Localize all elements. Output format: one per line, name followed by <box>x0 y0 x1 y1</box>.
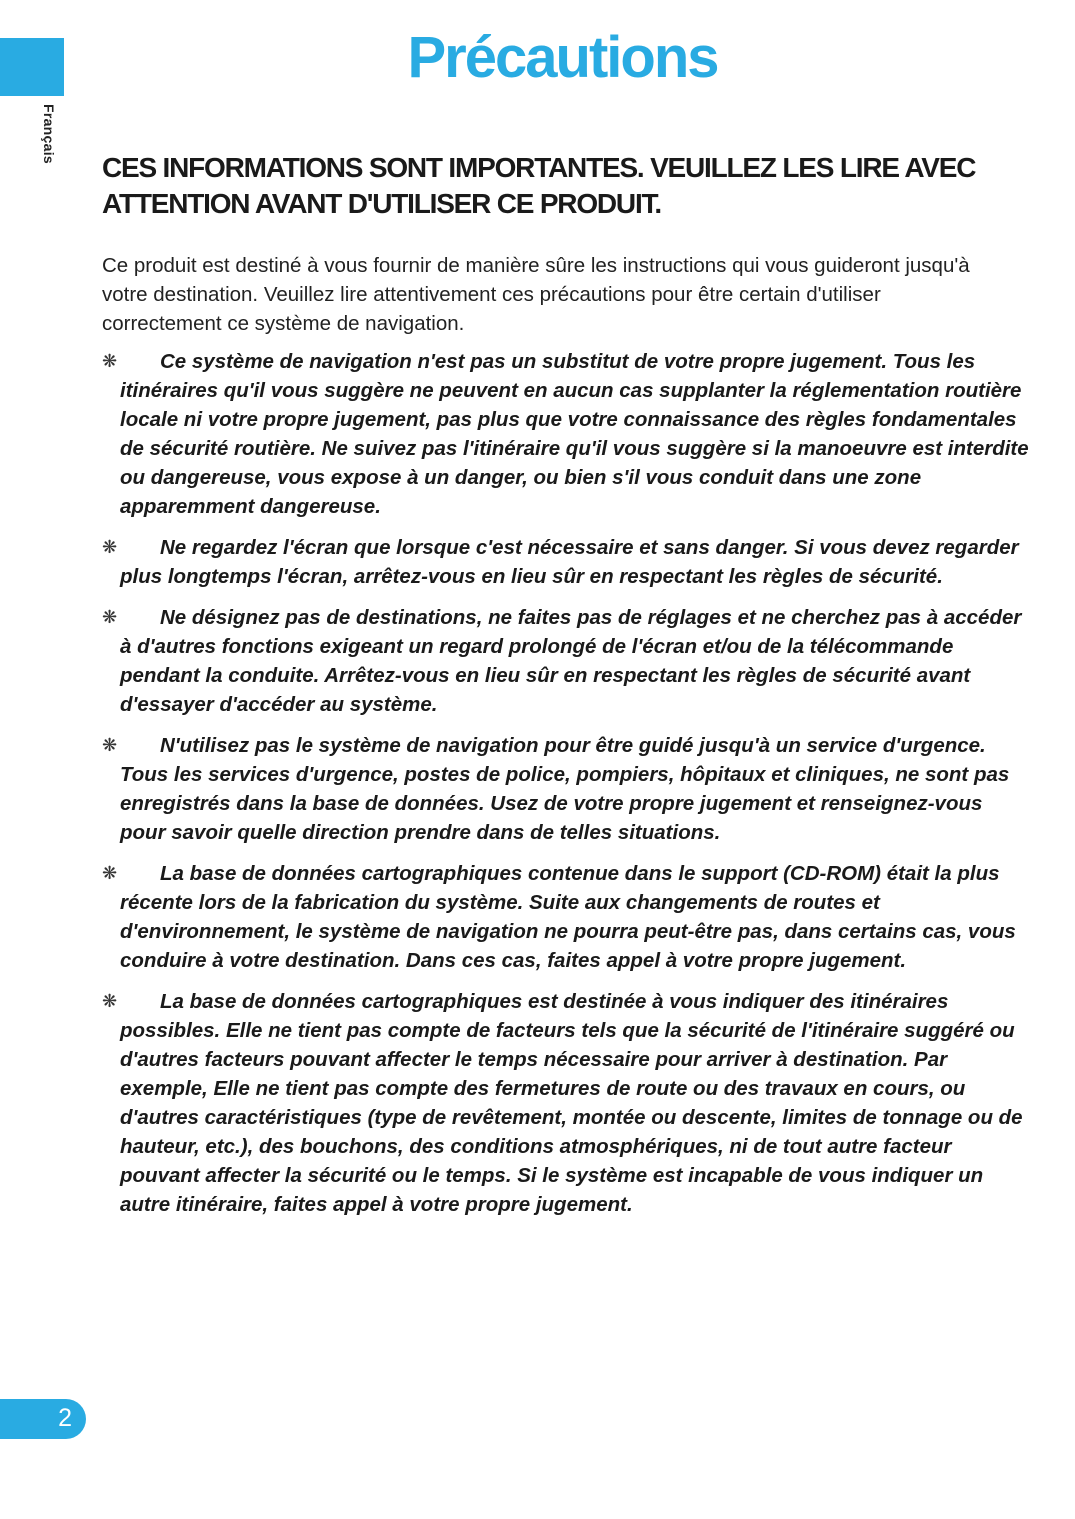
precaution-item <box>102 987 1032 1219</box>
precaution-text: La base de données cartographiques est destinée à vous indiquer des itinéraires possibles. Elle ne tient pas compte de facteurs tels que la sécurité de l'itinéraire suggéré ou d'autres facteurs pouvant affecter le temps nécessaire pour arriver à destination. Par exemple, Elle ne tient pas compte des fermetures de route ou des travaux en cours, ou d'autres caractéristiques (type de revêtement, montée ou descente, limites de tonnage ou de hauteur, etc.), des bouchons, des conditions atmosphériques, ni de tout autre facteur pouvant affecter la sécurité ou le temps. Si le système est incapable de vous indiquer un autre itinéraire, faites appel à votre propre jugement. <box>120 990 1023 1216</box>
precaution-item <box>102 731 1032 847</box>
snowflake-bullet-icon: ❋ <box>102 537 118 557</box>
snowflake-bullet-icon: ❋ <box>102 351 118 371</box>
precaution-text: La base de données cartographiques contenue dans le support (CD-ROM) était la plus récente lors de la fabrication du système. Suite aux changements de routes et d'environnement, le système de navigation ne pourra peut-être pas, dans certains cas, vous conduire à votre destination. Dans ces cas, faites appel à votre propre jugement. <box>120 862 1016 972</box>
precaution-item <box>102 347 1032 521</box>
precaution-text: Ne regardez l'écran que lorsque c'est nécessaire et sans danger. Si vous devez regarder plus longtemps l'écran, arrêtez-vous en lieu sûr en respectant les règles de sécurité. <box>120 536 1019 588</box>
precautions-list <box>102 347 1032 1231</box>
precaution-item <box>102 859 1032 975</box>
precaution-text: Ce système de navigation n'est pas un substitut de votre propre jugement. Tous les itinéraires qu'il vous suggère ne peuvent en aucun cas supplanter la réglementation routière locale ni votre propre jugement, pas plus que votre connaissance des règles fondamentales de sécurité routière. Ne suivez pas l'itinéraire qu'il vous suggère si la manoeuvre est interdite ou dangereuse, vous expose à un danger, ou bien s'il vous conduit dans une zone apparemment dangereuse. <box>120 350 1029 518</box>
snowflake-bullet-icon: ❋ <box>102 991 118 1011</box>
snowflake-bullet-icon: ❋ <box>102 863 118 883</box>
precaution-text: Ne désignez pas de destinations, ne faites pas de réglages et ne cherchez pas à accéder à d'autres fonctions exigeant un regard prolongé de l'écran et/ou de la télécommande pendant la conduite. Arrêtez-vous en lieu sûr en respectant les règles de sécurité avant d'essayer d'accéder au système. <box>120 606 1022 716</box>
page-number-tab <box>0 1399 86 1439</box>
snowflake-bullet-icon: ❋ <box>102 735 118 755</box>
precaution-text: N'utilisez pas le système de navigation pour être guidé jusqu'à un service d'urgence. Tous les services d'urgence, postes de police, pompiers, hôpitaux et cliniques, ne sont pas enregistrés dans la base de données. Usez de votre propre jugement et renseignez-vous pour savoir quelle direction prendre dans de telles situations. <box>120 734 1010 844</box>
snowflake-bullet-icon: ❋ <box>102 607 118 627</box>
precaution-item <box>102 533 1032 591</box>
important-headline: CES INFORMATIONS SONT IMPORTANTES. VEUILLEZ LES LIRE AVEC ATTENTION AVANT D'UTILISER CE PRODUIT. <box>102 152 976 219</box>
language-label: Français <box>41 104 57 164</box>
page-number: 2 <box>58 1404 72 1432</box>
intro-paragraph: Ce produit est destiné à vous fournir de manière sûre les instructions qui vous guideront jusqu'à votre destination. Veuillez lire attentivement ces précautions pour être certain d'utiliser correctement ce système de navigation. <box>102 254 970 335</box>
precaution-item <box>102 603 1032 719</box>
page-title: Précautions <box>407 25 718 90</box>
